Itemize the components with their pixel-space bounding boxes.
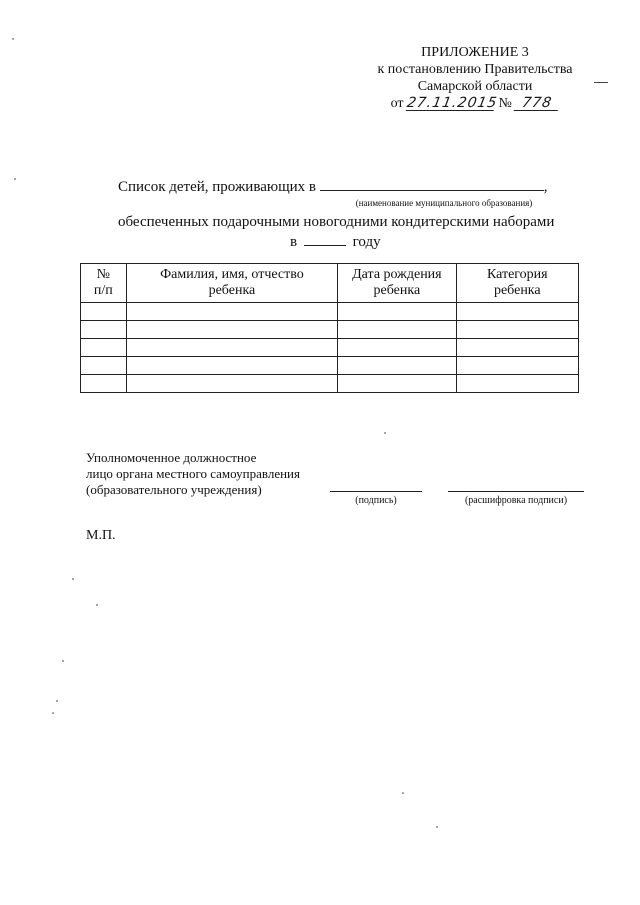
- cell-number: [81, 303, 127, 321]
- children-table: [80, 263, 579, 393]
- cell-category: [456, 303, 578, 321]
- list-title-line1: [118, 176, 548, 196]
- cell-name: [126, 321, 337, 339]
- table-row: [81, 303, 579, 321]
- cell-number: [81, 339, 127, 357]
- scan-speck: [402, 792, 404, 794]
- list-title-line2: обеспеченных подарочными новогодними кондитерскими наборами: [118, 214, 555, 230]
- list-title-line3: [290, 232, 381, 251]
- handwritten-number: 778: [514, 96, 561, 111]
- col-header-category: Категория ребенка: [456, 264, 578, 303]
- appendix-header: [360, 44, 590, 112]
- cell-birthdate: [338, 339, 456, 357]
- cell-birthdate: [338, 357, 456, 375]
- year-prefix: в: [290, 234, 298, 250]
- resolution-line: к постановлению Правительства: [377, 62, 573, 77]
- stamp-place-label: М.П.: [86, 528, 116, 543]
- date-number-row: [360, 95, 590, 112]
- signature-line: [330, 491, 422, 492]
- cell-category: [456, 357, 578, 375]
- scan-speck: [52, 712, 54, 714]
- scan-speck: [56, 700, 58, 702]
- list-title-text: Список детей, проживающих в: [118, 179, 316, 195]
- cell-name: [126, 303, 337, 321]
- official-signature-block: [86, 450, 300, 498]
- cell-birthdate: [338, 303, 456, 321]
- signature-decode-label: (расшифровка подписи): [464, 495, 568, 506]
- year-suffix: году: [352, 234, 381, 250]
- scan-speck: [384, 432, 386, 434]
- table-row: [81, 321, 579, 339]
- scan-speck: [62, 660, 64, 662]
- scan-speck: [96, 604, 98, 606]
- number-prefix: №: [498, 96, 512, 111]
- municipality-caption: (наименование муниципального образования): [355, 198, 533, 208]
- region-line: Самарской области: [417, 79, 533, 94]
- municipality-blank: [320, 176, 544, 191]
- official-line2: лицо органа местного самоуправления: [86, 466, 300, 481]
- cell-name: [126, 339, 337, 357]
- appendix-title: ПРИЛОЖЕНИЕ 3: [421, 45, 529, 60]
- scan-speck: [12, 38, 14, 40]
- handwritten-date: 27.11.2015: [405, 95, 499, 111]
- col-header-name: Фамилия, имя, отчество ребенка: [126, 264, 337, 303]
- scan-speck: [72, 578, 74, 580]
- table-row: [81, 375, 579, 393]
- table-header-row: [81, 264, 579, 303]
- table-row: [81, 339, 579, 357]
- signature-decode-line: [448, 491, 584, 492]
- year-blank: [304, 232, 346, 246]
- cell-category: [456, 339, 578, 357]
- cell-birthdate: [338, 375, 456, 393]
- cell-number: [81, 321, 127, 339]
- scan-speck: [436, 826, 438, 828]
- cell-category: [456, 321, 578, 339]
- cell-number: [81, 375, 127, 393]
- cell-name: [126, 357, 337, 375]
- margin-mark: [594, 82, 608, 83]
- table-row: [81, 357, 579, 375]
- col-header-birthdate: Дата рождения ребенка: [338, 264, 456, 303]
- table-body: [81, 303, 579, 393]
- official-line3: (образовательного учреждения): [86, 482, 262, 497]
- col-header-number: № п/п: [81, 264, 127, 303]
- signature-label: (подпись): [355, 495, 397, 506]
- official-line1: Уполномоченное должностное: [86, 450, 257, 465]
- cell-birthdate: [338, 321, 456, 339]
- date-prefix: от: [390, 96, 404, 111]
- title-comma: ,: [543, 179, 548, 195]
- scan-speck: [14, 178, 16, 180]
- cell-number: [81, 357, 127, 375]
- cell-name: [126, 375, 337, 393]
- cell-category: [456, 375, 578, 393]
